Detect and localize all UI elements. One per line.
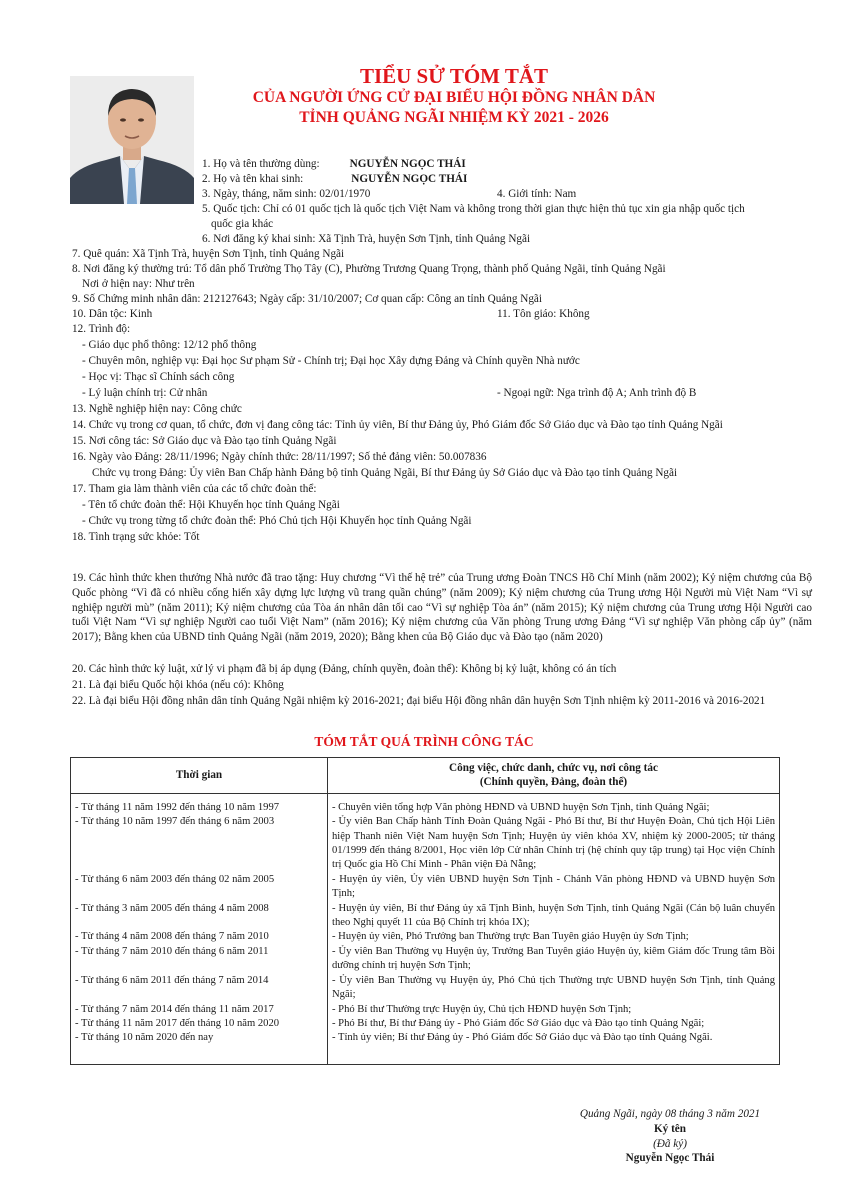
- field-label: 1. Họ và tên thường dùng:: [202, 158, 320, 170]
- field-ethnicity: 10. Dân tộc: Kinh: [72, 308, 153, 320]
- field-general-education: - Giáo dục phổ thông: 12/12 phổ thông: [82, 339, 257, 351]
- field-birth-name: [202, 172, 467, 187]
- portrait-illustration: [70, 76, 194, 204]
- table-row: [71, 1003, 780, 1017]
- field-foreign-language: - Ngoại ngữ: Nga trình độ A; Anh trình độ B: [497, 387, 697, 399]
- field-common-name: [202, 157, 466, 172]
- field-position: 14. Chức vụ trong cơ quan, tổ chức, đơn vị đang công tác: Tỉnh ủy viên, Bí thư Đảng ủy, Phó Giám đốc Sở Giáo dục và Đào tạo tỉnh Quảng Ngãi: [72, 419, 723, 431]
- row-time: - Từ tháng 10 năm 1997 đến tháng 6 năm 2003: [71, 815, 328, 873]
- row-job: - Phó Bí thư, Bí thư Đảng ủy - Phó Giám đốc Sở Giáo dục và Đào tạo tỉnh Quảng Ngãi;: [328, 1017, 780, 1031]
- table-row: [71, 815, 780, 873]
- row-job: - Ủy viên Ban Chấp hành Tỉnh Đoàn Quảng Ngãi - Phó Bí thư, Bí thư Huyện Đoàn, Chủ tịch Hội Liên hiệp Thanh niên Việt Nam huyện Sơn Tịnh; Huyện ủy viên khóa XV, nhiệm kỳ 2000-2005; từ tháng 01/1999 đến tháng 8/2001, Học viên lớp Cử nhân Chính trị (hệ chính quy tập trung) tại Học viện Chính trị Quốc gia Hồ Chí Minh - Phân viện Đà Nẵng;: [328, 815, 780, 873]
- row-time: - Từ tháng 4 năm 2008 đến tháng 7 năm 2010: [71, 930, 328, 944]
- field-nationality: 5. Quốc tịch: Chỉ có 01 quốc tịch là quốc tịch Việt Nam và không trong thời gian thực hiện thủ tục xin gia nhập quốc tịch: [202, 203, 745, 215]
- field-awards: 19. Các hình thức khen thưởng Nhà nước đã trao tặng: Huy chương “Vì thế hệ trẻ” của Trung ương Đoàn TNCS Hồ Chí Minh (năm 2002); Kỷ niệm chương của Bộ Quốc phòng “Vì đã có nhiều cống hiến xây dựng lực lượng vũ trang quần chúng” (năm 2009); Kỷ niệm chương của Trung ương Hội Người mù Việt Nam “Vì sự nghiệp người mù” (năm 2011); Kỷ niệm chương của Tòa án nhân dân tối cao “Vì sự nghiệp Tòa án” (năm 2015); Kỷ niệm chương của Trung ương Hội Người cao tuổi Việt Nam “Vì sự nghiệp Người cao tuổi Việt Nam” (năm 2016); Kỷ niệm chương của Văn phòng Trung ương Đảng “Vì sự nghiệp Văn phòng cấp ủy” (năm 2017); Bằng khen của UBND tỉnh Quảng Ngãi (năm 2019, 2020); Bằng khen của Bộ Giáo dục và Đào tạo (năm 2020): [72, 572, 812, 644]
- signature-block: [520, 1107, 820, 1166]
- field-national-assembly: 21. Là đại biểu Quốc hội khóa (nếu có): Không: [72, 679, 284, 691]
- row-job: - Chuyên viên tổng hợp Văn phòng HĐND và UBND huyện Sơn Tịnh, tỉnh Quảng Ngãi;: [328, 793, 780, 815]
- table-row: [71, 873, 780, 902]
- row-time: - Từ tháng 6 năm 2011 đến tháng 7 năm 2014: [71, 974, 328, 1003]
- field-id-card: 9. Số Chứng minh nhân dân: 212127643; Ngày cấp: 31/10/2007; Cơ quan cấp: Công an tỉnh Quảng Ngãi: [72, 293, 542, 305]
- field-political-theory: - Lý luận chính trị: Cử nhân: [82, 387, 208, 399]
- field-nationality-cont: quốc gia khác: [211, 218, 274, 230]
- row-job: - Ủy viên Ban Thường vụ Huyện ủy, Phó Chủ tịch Thường trực UBND huyện Sơn Tịnh, tỉnh Quảng Ngãi;: [328, 974, 780, 1003]
- row-job: - Huyện ủy viên, Bí thư Đảng ủy xã Tịnh Bình, huyện Sơn Tịnh, tỉnh Quảng Ngãi (Cán bộ luân chuyển theo Nghị quyết 11 của Bộ Chính trị khóa IX);: [328, 902, 780, 931]
- row-time: - Từ tháng 11 năm 1992 đến tháng 10 năm 1997: [71, 793, 328, 815]
- field-label: 2. Họ và tên khai sinh:: [202, 173, 304, 185]
- row-time: - Từ tháng 11 năm 2017 đến tháng 10 năm 2020: [71, 1017, 328, 1031]
- row-job: - Phó Bí thư Thường trực Huyện ủy, Chủ tịch HĐND huyện Sơn Tịnh;: [328, 1003, 780, 1017]
- document-subtitle-1: CỦA NGƯỜI ỨNG CỬ ĐẠI BIỂU HỘI ĐỒNG NHÂN DÂN: [252, 89, 656, 106]
- row-time: - Từ tháng 7 năm 2014 đến tháng 11 năm 2017: [71, 1003, 328, 1017]
- document-title: TIỂU SỬ TÓM TẮT: [359, 64, 549, 88]
- field-occupation: 13. Nghề nghiệp hiện nay: Công chức: [72, 403, 242, 415]
- field-hometown: 7. Quê quán: Xã Tịnh Trà, huyện Sơn Tịnh, tỉnh Quảng Ngãi: [72, 248, 345, 260]
- table-row: [71, 1017, 780, 1031]
- field-workplace: 15. Nơi công tác: Sở Giáo dục và Đào tạo tỉnh Quảng Ngãi: [72, 435, 337, 447]
- career-table-body: [71, 793, 780, 1064]
- row-time: - Từ tháng 7 năm 2010 đến tháng 6 năm 2011: [71, 945, 328, 974]
- portrait-photo: [70, 76, 194, 204]
- field-residence: 8. Nơi đăng ký thường trú: Tổ dân phố Trường Thọ Tây (C), Phường Trương Quang Trọng, thành phố Quảng Ngãi, tỉnh Quảng Ngãi: [72, 263, 666, 275]
- field-degree: - Học vị: Thạc sĩ Chính sách công: [82, 371, 235, 383]
- common-name-value: NGUYỄN NGỌC THÁI: [349, 158, 466, 170]
- field-organization-name: - Tên tổ chức đoàn thể: Hội Khuyến học tỉnh Quảng Ngãi: [82, 499, 340, 511]
- table-row: [71, 1031, 780, 1064]
- field-party-position: Chức vụ trong Đảng: Ủy viên Ban Chấp hành Đảng bộ tỉnh Quảng Ngãi, Bí thư Đảng ủy Sở Giáo dục và Đào tạo tỉnh Quảng Ngãi: [92, 467, 678, 479]
- row-time: - Từ tháng 6 năm 2003 đến tháng 02 năm 2005: [71, 873, 328, 902]
- field-party-membership: 16. Ngày vào Đảng: 28/11/1996; Ngày chính thức: 28/11/1997; Số thẻ đảng viên: 50.007836: [72, 451, 487, 463]
- table-row: [71, 945, 780, 974]
- field-education: 12. Trình độ:: [72, 323, 131, 335]
- row-time: - Từ tháng 3 năm 2005 đến tháng 4 năm 2008: [71, 902, 328, 931]
- document-subtitle-2: TỈNH QUẢNG NGÃI NHIỆM KỲ 2021 - 2026: [299, 109, 609, 126]
- table-row: [71, 930, 780, 944]
- signed-note: (Đã ký): [653, 1137, 687, 1150]
- row-job: - Ủy viên Ban Thường vụ Huyện ủy, Trưởng Ban Tuyên giáo Huyện ủy, kiêm Giám đốc Trung tâm Bồi dưỡng chính trị huyện Sơn Tịnh;: [328, 945, 780, 974]
- field-organizations: 17. Tham gia làm thành viên của các tổ chức đoàn thể:: [72, 483, 317, 495]
- birth-name-value: NGUYỄN NGỌC THÁI: [351, 173, 468, 185]
- sign-label: Ký tên: [653, 1122, 686, 1135]
- field-birth-date: 3. Ngày, tháng, năm sinh: 02/01/1970: [202, 188, 371, 200]
- career-table: [70, 757, 780, 1065]
- row-job: - Tỉnh ủy viên; Bí thư Đảng ủy - Phó Giám đốc Sở Giáo dục và Đào tạo tỉnh Quảng Ngãi.: [328, 1031, 780, 1064]
- table-row: [71, 974, 780, 1003]
- field-birth-registration: 6. Nơi đăng ký khai sinh: Xã Tịnh Trà, huyện Sơn Tịnh, tỉnh Quảng Ngãi: [202, 233, 531, 245]
- field-religion: 11. Tôn giáo: Không: [497, 308, 590, 320]
- career-section-title: TÓM TẮT QUÁ TRÌNH CÔNG TÁC: [314, 734, 534, 749]
- place-date: Quảng Ngãi, ngày 08 tháng 3 năm 2021: [579, 1108, 761, 1120]
- field-current-address: Nơi ở hiện nay: Như trên: [82, 278, 195, 290]
- column-header-job-line2: (Chính quyền, Đảng, đoàn thể): [479, 776, 628, 789]
- table-row: [71, 793, 780, 815]
- table-row: [71, 902, 780, 931]
- field-health: 18. Tình trạng sức khỏe: Tốt: [72, 531, 200, 543]
- field-council-delegate: 22. Là đại biểu Hội đồng nhân dân tỉnh Quảng Ngãi nhiệm kỳ 2016-2021; đại biểu Hội đồng nhân dân huyện Sơn Tịnh nhiệm kỳ 2011-2016 và 2016-2021: [72, 695, 766, 707]
- column-header-time: Thời gian: [71, 758, 328, 794]
- field-specialization: - Chuyên môn, nghiệp vụ: Đại học Sư phạm Sử - Chính trị; Đại học Xây dựng Đảng và Chính quyền Nhà nước: [82, 355, 580, 367]
- career-table-header: [71, 758, 780, 794]
- column-header-job-line1: Công việc, chức danh, chức vụ, nơi công tác: [449, 762, 658, 774]
- field-discipline: 20. Các hình thức kỷ luật, xử lý vi phạm đã bị áp dụng (Đảng, chính quyền, đoàn thể): Không bị kỷ luật, không có án tích: [72, 663, 617, 675]
- row-time: - Từ tháng 10 năm 2020 đến nay: [71, 1031, 328, 1064]
- column-header-job: [328, 758, 780, 794]
- field-gender: 4. Giới tính: Nam: [497, 188, 577, 200]
- row-job: - Huyện ủy viên, Phó Trưởng ban Thường trực Ban Tuyên giáo Huyện ủy Sơn Tịnh;: [328, 930, 780, 944]
- signer-name: Nguyễn Ngọc Thái: [625, 1152, 715, 1165]
- field-organization-position: - Chức vụ trong từng tổ chức đoàn thể: Phó Chủ tịch Hội Khuyến học tỉnh Quảng Ngãi: [82, 515, 472, 527]
- row-job: - Huyện ủy viên, Ủy viên UBND huyện Sơn Tịnh - Chánh Văn phòng HĐND và UBND huyện Sơn Tịnh;: [328, 873, 780, 902]
